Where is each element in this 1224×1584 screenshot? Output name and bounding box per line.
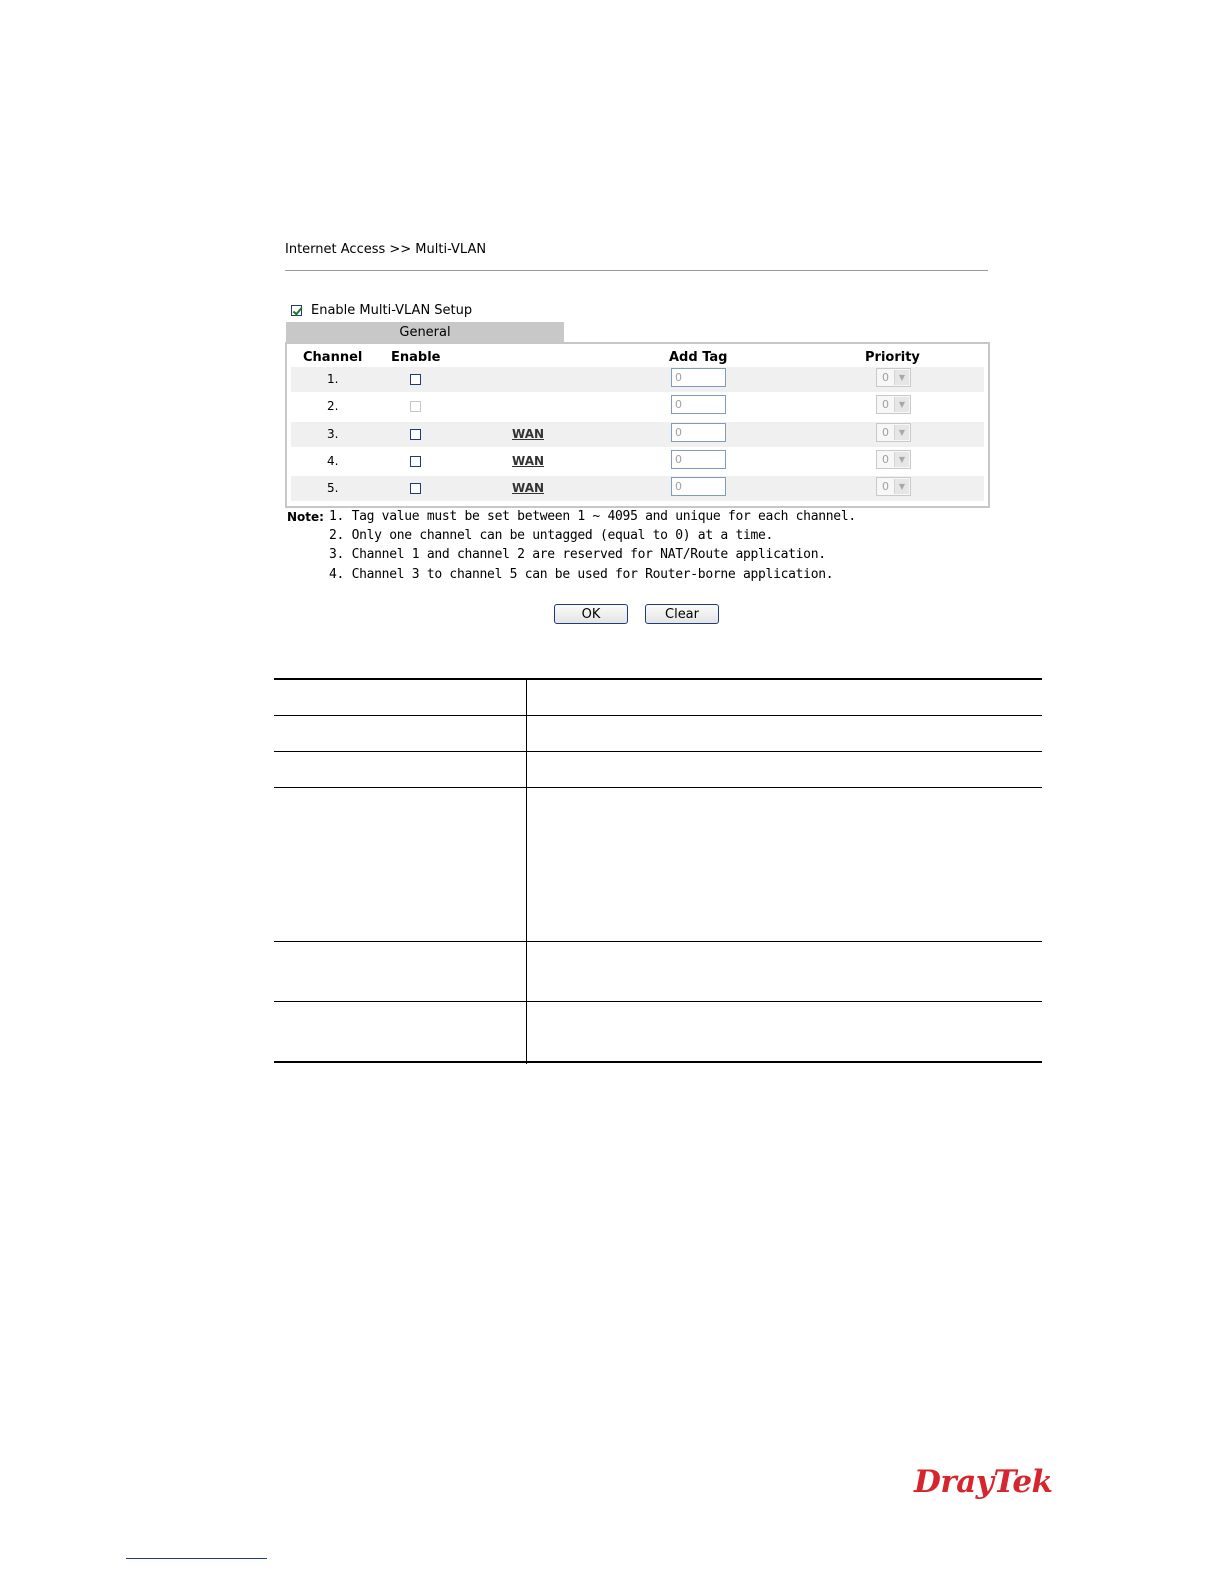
table-rule	[274, 678, 1042, 680]
vlan-channel-table	[285, 342, 990, 508]
column-header-enable: Enable	[391, 350, 441, 365]
ok-button[interactable]: OK	[554, 604, 628, 624]
table-row	[291, 367, 984, 392]
column-header-channel: Channel	[303, 350, 363, 365]
priority-select[interactable]	[876, 423, 911, 442]
add-tag-input[interactable]: 0	[671, 450, 726, 469]
column-header-priority: Priority	[865, 350, 920, 365]
table-row	[291, 449, 984, 474]
header-divider	[285, 270, 988, 271]
column-header-add-tag: Add Tag	[669, 350, 728, 365]
note-line: 4. Channel 3 to channel 5 can be used for Router-borne application.	[329, 567, 834, 582]
table-row	[291, 422, 984, 447]
clear-button[interactable]: Clear	[645, 604, 719, 624]
chevron-down-icon: ▼	[894, 452, 909, 467]
table-column-divider	[526, 678, 527, 1064]
add-tag-input[interactable]: 0	[671, 368, 726, 387]
chevron-down-icon: ▼	[894, 397, 909, 412]
channel-number: 2.	[327, 399, 339, 413]
channel-number: 1.	[327, 372, 339, 386]
priority-select[interactable]	[876, 450, 911, 469]
channel-number: 3.	[327, 427, 339, 441]
description-table	[274, 678, 1042, 1064]
priority-select[interactable]	[876, 477, 911, 496]
channel-number: 4.	[327, 454, 339, 468]
draytek-logo: DrayTek	[914, 1464, 1053, 1500]
channel-enable-checkbox[interactable]	[410, 374, 421, 385]
breadcrumb: Internet Access >> Multi-VLAN	[285, 242, 487, 257]
wan-link[interactable]: WAN	[512, 481, 545, 495]
channel-enable-checkbox	[410, 401, 421, 412]
channel-enable-checkbox[interactable]	[410, 483, 421, 494]
note-line: 3. Channel 1 and channel 2 are reserved for NAT/Route application.	[329, 547, 826, 562]
note-line: 2. Only one channel can be untagged (equal to 0) at a time.	[329, 528, 774, 543]
add-tag-input[interactable]: 0	[671, 477, 726, 496]
priority-value: 0	[882, 480, 889, 493]
add-tag-input[interactable]: 0	[671, 395, 726, 414]
channel-number: 5.	[327, 481, 339, 495]
table-rule	[274, 751, 1042, 752]
table-rule	[274, 1061, 1042, 1063]
note-line: 1. Tag value must be set between 1 ~ 4095 and unique for each channel.	[329, 509, 856, 524]
enable-multi-vlan-setup[interactable]	[291, 303, 472, 318]
add-tag-input[interactable]: 0	[671, 423, 726, 442]
footer-divider	[126, 1558, 267, 1559]
chevron-down-icon: ▼	[894, 479, 909, 494]
wan-link[interactable]: WAN	[512, 427, 545, 441]
channel-enable-checkbox[interactable]	[410, 429, 421, 440]
priority-value: 0	[882, 453, 889, 466]
priority-value: 0	[882, 426, 889, 439]
tab-general[interactable]: General	[286, 322, 564, 342]
channel-enable-checkbox[interactable]	[410, 456, 421, 467]
priority-value: 0	[882, 371, 889, 384]
note-label: Note:	[287, 510, 324, 524]
table-row	[291, 476, 984, 501]
chevron-down-icon: ▼	[894, 370, 909, 385]
priority-select[interactable]	[876, 368, 911, 387]
chevron-down-icon: ▼	[894, 425, 909, 440]
wan-link[interactable]: WAN	[512, 454, 545, 468]
enable-multi-vlan-label: Enable Multi-VLAN Setup	[311, 303, 473, 318]
priority-value: 0	[882, 398, 889, 411]
enable-multi-vlan-checkbox[interactable]	[291, 305, 302, 316]
table-rule	[274, 1001, 1042, 1002]
table-row	[291, 394, 984, 419]
table-rule	[274, 787, 1042, 788]
priority-select[interactable]	[876, 395, 911, 414]
table-rule	[274, 715, 1042, 716]
table-rule	[274, 941, 1042, 942]
